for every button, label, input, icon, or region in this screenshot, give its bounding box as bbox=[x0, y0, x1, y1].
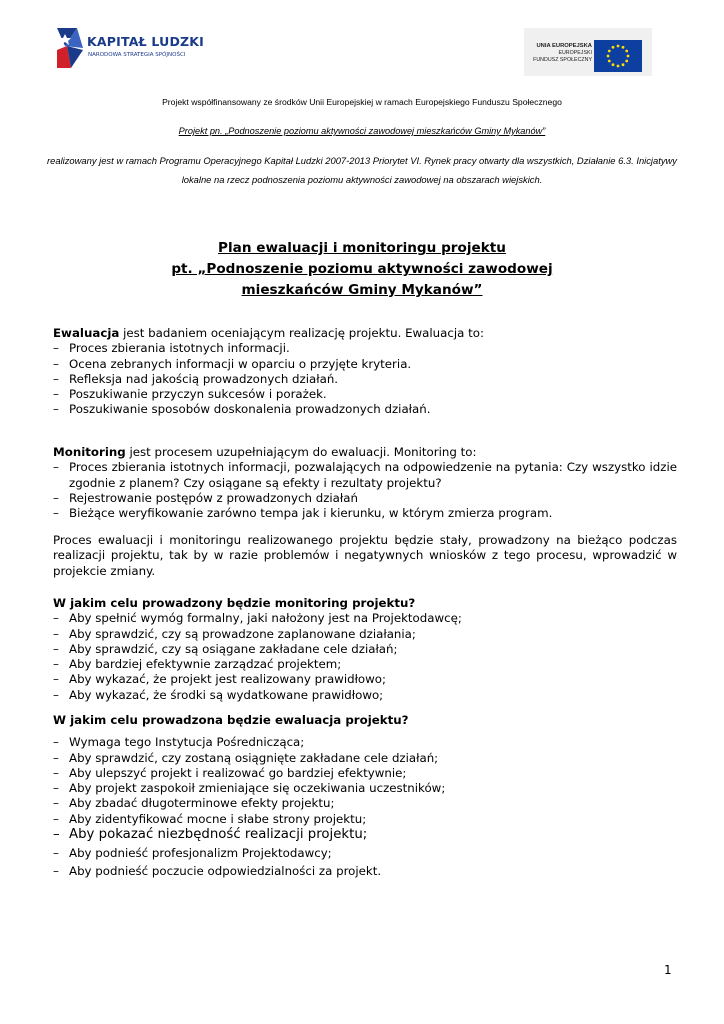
evaluation-purpose-heading: W jakim celu prowadzona będzie ewaluacja projektu? bbox=[53, 713, 409, 727]
project-name: Projekt pn. „Podnoszenie poziomu aktywności zawodowej mieszkańców Gminy Mykanów” bbox=[178, 126, 546, 136]
list-item: – Rejestrowanie postępów z prowadzonych działań bbox=[53, 491, 677, 506]
list-item: – Aby zbadać długoterminowe efekty projektu; bbox=[53, 796, 677, 811]
evaluation-definition bbox=[53, 326, 677, 341]
monitoring-definition-text: jest procesem uzupełniającym do ewaluacji. Monitoring to: bbox=[125, 445, 477, 459]
list-item: – Aby podnieść poczucie odpowiedzialności za projekt. bbox=[53, 864, 677, 879]
list-item: – Aby wykazać, że projekt jest realizowany prawidłowo; bbox=[53, 672, 677, 687]
monitoring-list bbox=[53, 460, 677, 521]
monitoring-section bbox=[53, 445, 677, 521]
title-line-2: pt. „Podnoszenie poziomu aktywności zawodowej bbox=[171, 261, 553, 277]
evaluation-list bbox=[53, 341, 677, 417]
eu-flag-icon bbox=[594, 40, 642, 72]
process-paragraph: Proces ewaluacji i monitoringu realizowanego projektu będzie stały, prowadzony na bieżąco podczas realizacji projektu, tak by w razie problemów i negatywnych wniosków z tego procesu, wprowadzić w projekcie zmiany. bbox=[53, 533, 677, 578]
list-item: – Aby projekt zaspokoił zmieniające się oczekiwania uczestników; bbox=[53, 781, 677, 796]
list-item: – Aby pokazać niezbędność realizacji projektu; bbox=[53, 827, 677, 843]
evaluation-purpose-section bbox=[53, 713, 677, 880]
list-item: – Poszukiwanie sposobów doskonalenia prowadzonych działań. bbox=[53, 402, 677, 417]
kapital-ludzki-emblem-icon bbox=[55, 24, 85, 72]
eu-logo-text bbox=[530, 43, 592, 63]
monitoring-purpose-heading: W jakim celu prowadzony będzie monitoring projektu? bbox=[53, 596, 416, 610]
list-item: – Aby bardziej efektywnie zarządzać projektem; bbox=[53, 657, 677, 672]
evaluation-purpose-list bbox=[53, 735, 677, 879]
evaluation-term: Ewaluacja bbox=[53, 326, 120, 340]
evaluation-section bbox=[53, 326, 677, 418]
list-item: – Ocena zebranych informacji w oparciu o przyjęte kryteria. bbox=[53, 357, 677, 372]
cofinance-note: Projekt współfinansowany ze środków Unii Europejskiej w ramach Europejskiego Funduszu Społecznego bbox=[162, 97, 562, 107]
eu-logo bbox=[524, 28, 652, 76]
list-item: – Wymaga tego Instytucja Pośrednicząca; bbox=[53, 735, 677, 750]
document-title bbox=[60, 238, 664, 301]
list-item: – Aby podnieść profesjonalizm Projektodawcy; bbox=[53, 846, 677, 861]
list-item: – Proces zbierania istotnych informacji, pozwalających na odpowiedzenie na pytania: Czy wszystko idzie zgodnie z planem? Czy osiągane są efekty i rezultaty projektu? bbox=[53, 460, 677, 491]
evaluation-definition-text: jest badaniem oceniającym realizację projektu. Ewaluacja to: bbox=[119, 326, 484, 340]
kapital-ludzki-logo bbox=[55, 24, 205, 74]
eu-logo-line1: UNIA EUROPEJSKA bbox=[536, 43, 592, 49]
eu-logo-line3: FUNDUSZ SPOŁECZNY bbox=[533, 56, 592, 63]
monitoring-term: Monitoring bbox=[53, 445, 126, 459]
logo-left-subtitle: NARODOWA STRATEGIA SPÓJNOŚCI bbox=[88, 52, 186, 58]
title-line-1: Plan ewaluacji i monitoringu projektu bbox=[218, 240, 506, 256]
page-number: 1 bbox=[664, 963, 672, 977]
monitoring-purpose-section bbox=[53, 596, 677, 703]
list-item: – Aby ulepszyć projekt i realizować go bardziej efektywnie; bbox=[53, 766, 677, 781]
logo-left-title: KAPITAŁ LUDZKI bbox=[87, 34, 205, 49]
list-item: – Aby wykazać, że środki są wydatkowane prawidłowo; bbox=[53, 688, 677, 703]
list-item: – Aby sprawdzić, czy zostaną osiągnięte zakładane cele działań; bbox=[53, 751, 677, 766]
list-item: – Proces zbierania istotnych informacji. bbox=[53, 341, 677, 356]
list-item: – Aby zidentyfikować mocne i słabe strony projektu; bbox=[53, 812, 677, 827]
title-line-3: mieszkańców Gminy Mykanów” bbox=[241, 282, 483, 298]
eu-logo-line2: EUROPEJSKI bbox=[558, 49, 592, 56]
list-item: – Aby sprawdzić, czy są osiągane zakładane cele działań; bbox=[53, 642, 677, 657]
monitoring-definition bbox=[53, 445, 677, 460]
list-item: – Poszukiwanie przyczyn sukcesów i porażek. bbox=[53, 387, 677, 402]
list-item: – Aby spełnić wymóg formalny, jaki nałożony jest na Projektodawcę; bbox=[53, 611, 677, 626]
program-info: realizowany jest w ramach Programu Operacyjnego Kapitał Ludzki 2007-2013 Priorytet VI. Rynek pracy otwarty dla wszystkich, Działanie 6.3. Inicjatywy lokalne na rzecz podnoszenia poziomu aktywności zawodowej na obszarach wiejskich. bbox=[47, 155, 677, 185]
list-item: – Refleksja nad jakością prowadzonych działań. bbox=[53, 372, 677, 387]
list-item: – Aby sprawdzić, czy są prowadzone zaplanowane działania; bbox=[53, 627, 677, 642]
monitoring-purpose-list bbox=[53, 611, 677, 703]
list-item: – Bieżące weryfikowanie zarówno tempa jak i kierunku, w którym zmierza program. bbox=[53, 506, 677, 521]
